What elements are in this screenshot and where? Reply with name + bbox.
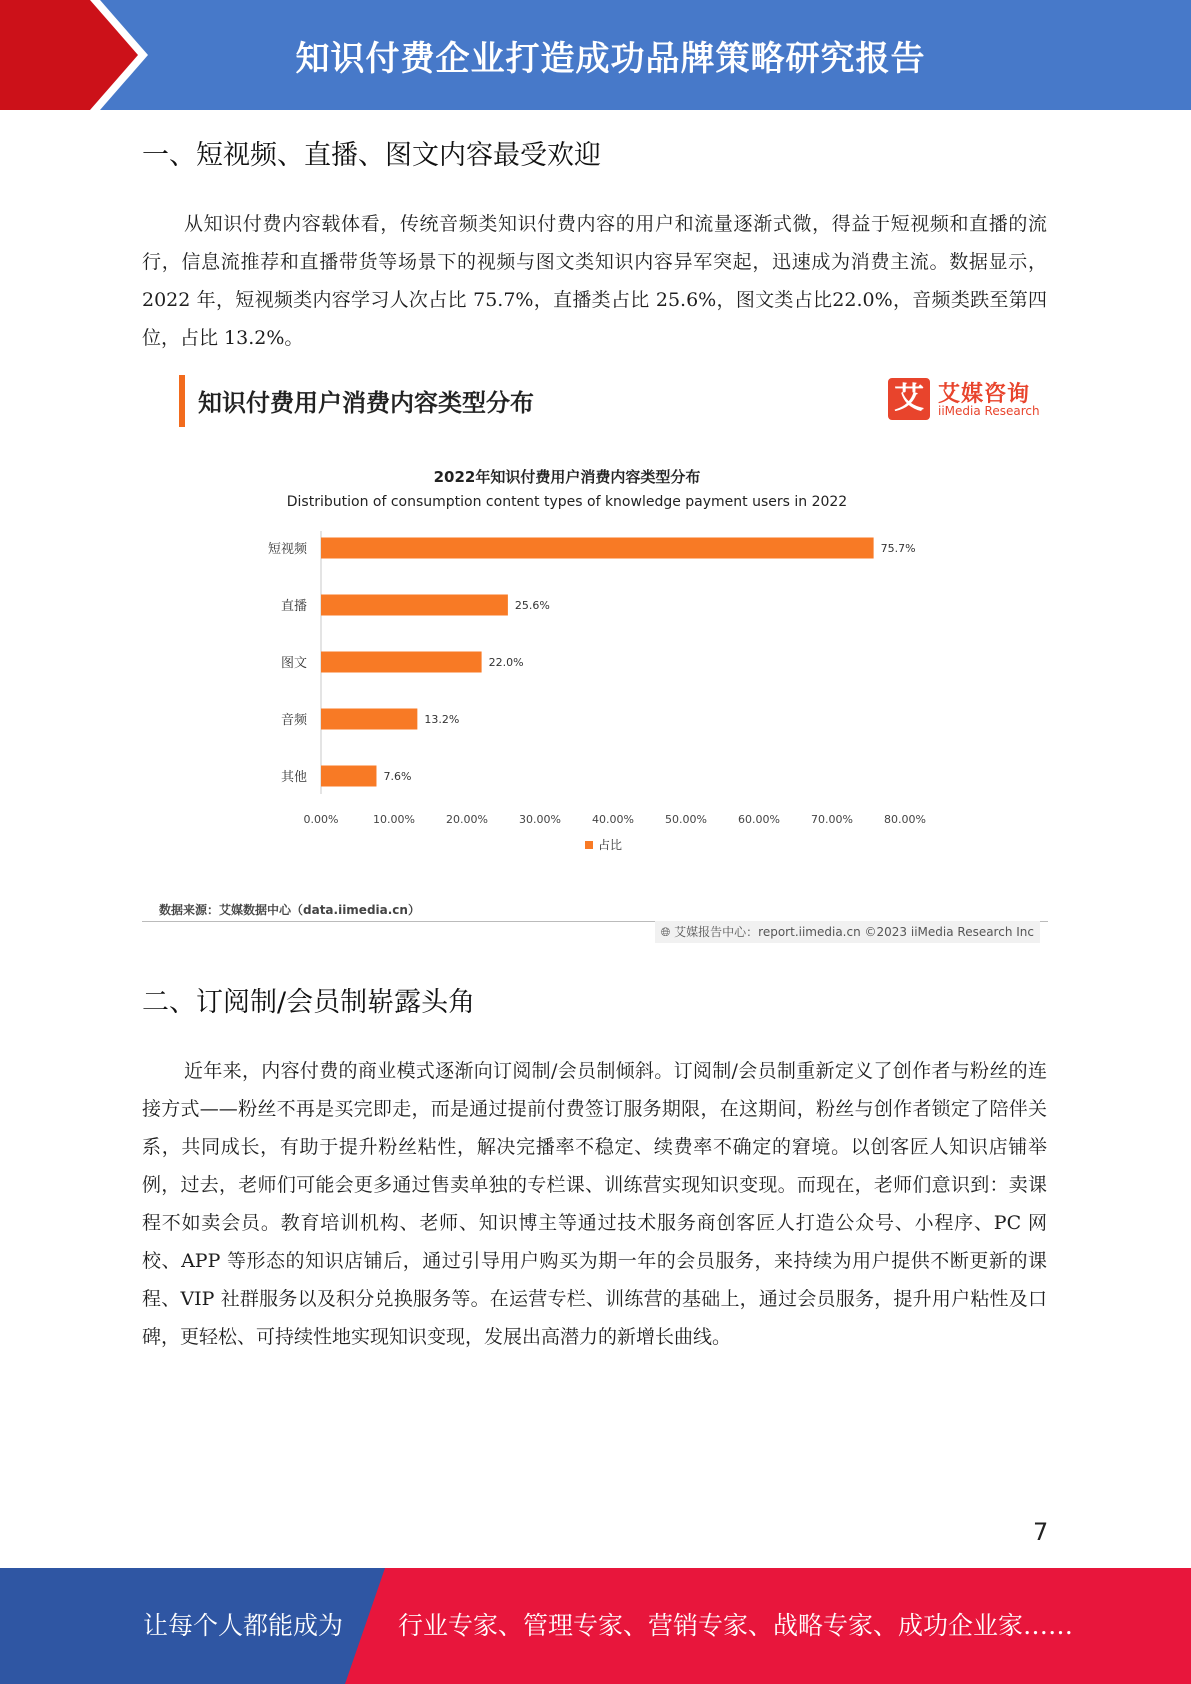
legend-label: 占比 [598, 838, 623, 852]
paragraph-line: 粉丝的连接方式——粉丝不再是买完即走，而是通过提前付费签订服务期限，在这期间，粉丝与创 [142, 1060, 1047, 1120]
figure-footer [655, 921, 1040, 943]
chart-subtitle: Distribution of consumption content types of knowledge payment users in 2022 [286, 494, 848, 510]
bar [321, 766, 376, 787]
section-1-heading: 一、短视频、直播、图文内容最受欢迎 [142, 140, 601, 171]
x-tick-label: 80.00% [884, 813, 926, 826]
paragraph-line: 年的会员服务，来持续为用户提供不断更新的课程、VIP 社群服务以及积分兑换服务等。在运营专 [142, 1250, 1047, 1310]
header-banner [0, 0, 1191, 110]
x-tick-label: 40.00% [592, 813, 634, 826]
category-label: 图文 [280, 656, 307, 671]
x-tick-label: 20.00% [446, 813, 488, 826]
paragraph-line: 作者锁定了陪伴关系，共同成长，有助于提升粉丝粘性，解决完播率不稳定、续费率不确定的窘 [142, 1098, 1047, 1158]
paragraph-line: 播的流行，信息流推荐和直播带货等场景下的视频与图文类知识内容异军突起，迅速成为消费主 [142, 213, 1047, 273]
x-tick-label: 50.00% [665, 813, 707, 826]
section-2-heading: 二、订阅制/会员制崭露头角 [142, 987, 476, 1018]
paragraph-line: 近年来，内容付费的商业模式逐渐向订阅制/会员制倾斜。订阅制/会员制重新定义了创作者与 [184, 1060, 971, 1082]
paragraph-line: 变现。而现在，老师们意识到：卖课程不如卖会员。教育培训机构、老师、知识博主等通过技术服 [142, 1174, 1047, 1234]
paragraph-line: 发展出高潜力的新增长曲线。 [484, 1326, 732, 1348]
data-label: 25.6% [514, 599, 550, 612]
bar [321, 652, 482, 673]
x-tick-label: 10.00% [373, 813, 415, 826]
x-tick-label: 60.00% [738, 813, 780, 826]
bar [321, 709, 417, 730]
report-title: 知识付费企业打造成功品牌策略研究报告 [295, 38, 926, 79]
paragraph-line: 境。以创客匠人知识店铺举例，过去，老师们可能会更多通过售卖单独的专栏课、训练营实现知识 [142, 1136, 1047, 1196]
page-number: 7 [1033, 1518, 1049, 1546]
figure-source: 数据来源：艾媒数据中心（data.iimedia.cn） [159, 903, 420, 917]
bar [321, 595, 508, 616]
category-label: 音频 [280, 713, 307, 728]
x-tick-label: 30.00% [519, 813, 561, 826]
category-label: 短视频 [267, 542, 307, 557]
x-tick-label: 0.00% [303, 813, 339, 826]
category-label: 直播 [280, 599, 307, 614]
data-label: 75.7% [880, 542, 916, 555]
data-label: 22.0% [488, 656, 524, 669]
logo-name-cn: 艾媒咨询 [938, 382, 1031, 407]
section-2-paragraph [142, 1052, 1047, 1356]
bar [321, 538, 874, 559]
category-label: 其他 [280, 770, 307, 785]
legend-swatch [585, 841, 593, 849]
data-label: 13.2% [424, 713, 460, 726]
logo-name-en: iiMedia Research [938, 404, 1040, 418]
globe-icon: 🌐︎ [660, 925, 671, 939]
chart-figure [142, 353, 1048, 943]
figure-footer-text: 艾媒报告中心：report.iimedia.cn ©2023 iiMedia Research Inc [674, 925, 1034, 939]
iimedia-logo-icon: 艾 [888, 378, 930, 420]
bar-chart [142, 353, 1048, 901]
footer-banner [0, 1568, 1191, 1684]
footer-slogan-right: 行业专家、管理专家、营销专家、战略专家、成功企业家…… [398, 1611, 1074, 1640]
paragraph-line: 栏、训练营的基础上，通过会员服务，提升用户粘性及口碑，更轻松、可持续性地实现知识变现， [142, 1288, 1047, 1348]
paragraph-line: 从知识付费内容载体看，传统音频类知识付费内容的用户和流量逐渐式微，得益于短视频和直 [184, 213, 989, 235]
figure-header-title: 知识付费用户消费内容类型分布 [198, 389, 534, 417]
paragraph-line: 务商创客匠人打造公众号、小程序、PC 网校、APP 等形态的知识店铺后，通过引导用户购买为期一 [142, 1212, 1047, 1272]
footer-slogan-left: 让每个人都能成为 [143, 1611, 344, 1640]
chart-title: 2022年知识付费用户消费内容类型分布 [433, 468, 701, 486]
paragraph-line: 流。数据显示，2022 年，短视频类内容学习人次占比 75.7%，直播类占比 25.6%，图文类占比 [142, 251, 1047, 311]
x-tick-label: 70.00% [811, 813, 853, 826]
data-label: 7.6% [383, 770, 412, 783]
paragraph-line: 22.0%，音频类跌至第四位，占比 13.2%。 [142, 289, 1048, 349]
section-1-paragraph [142, 205, 1047, 357]
